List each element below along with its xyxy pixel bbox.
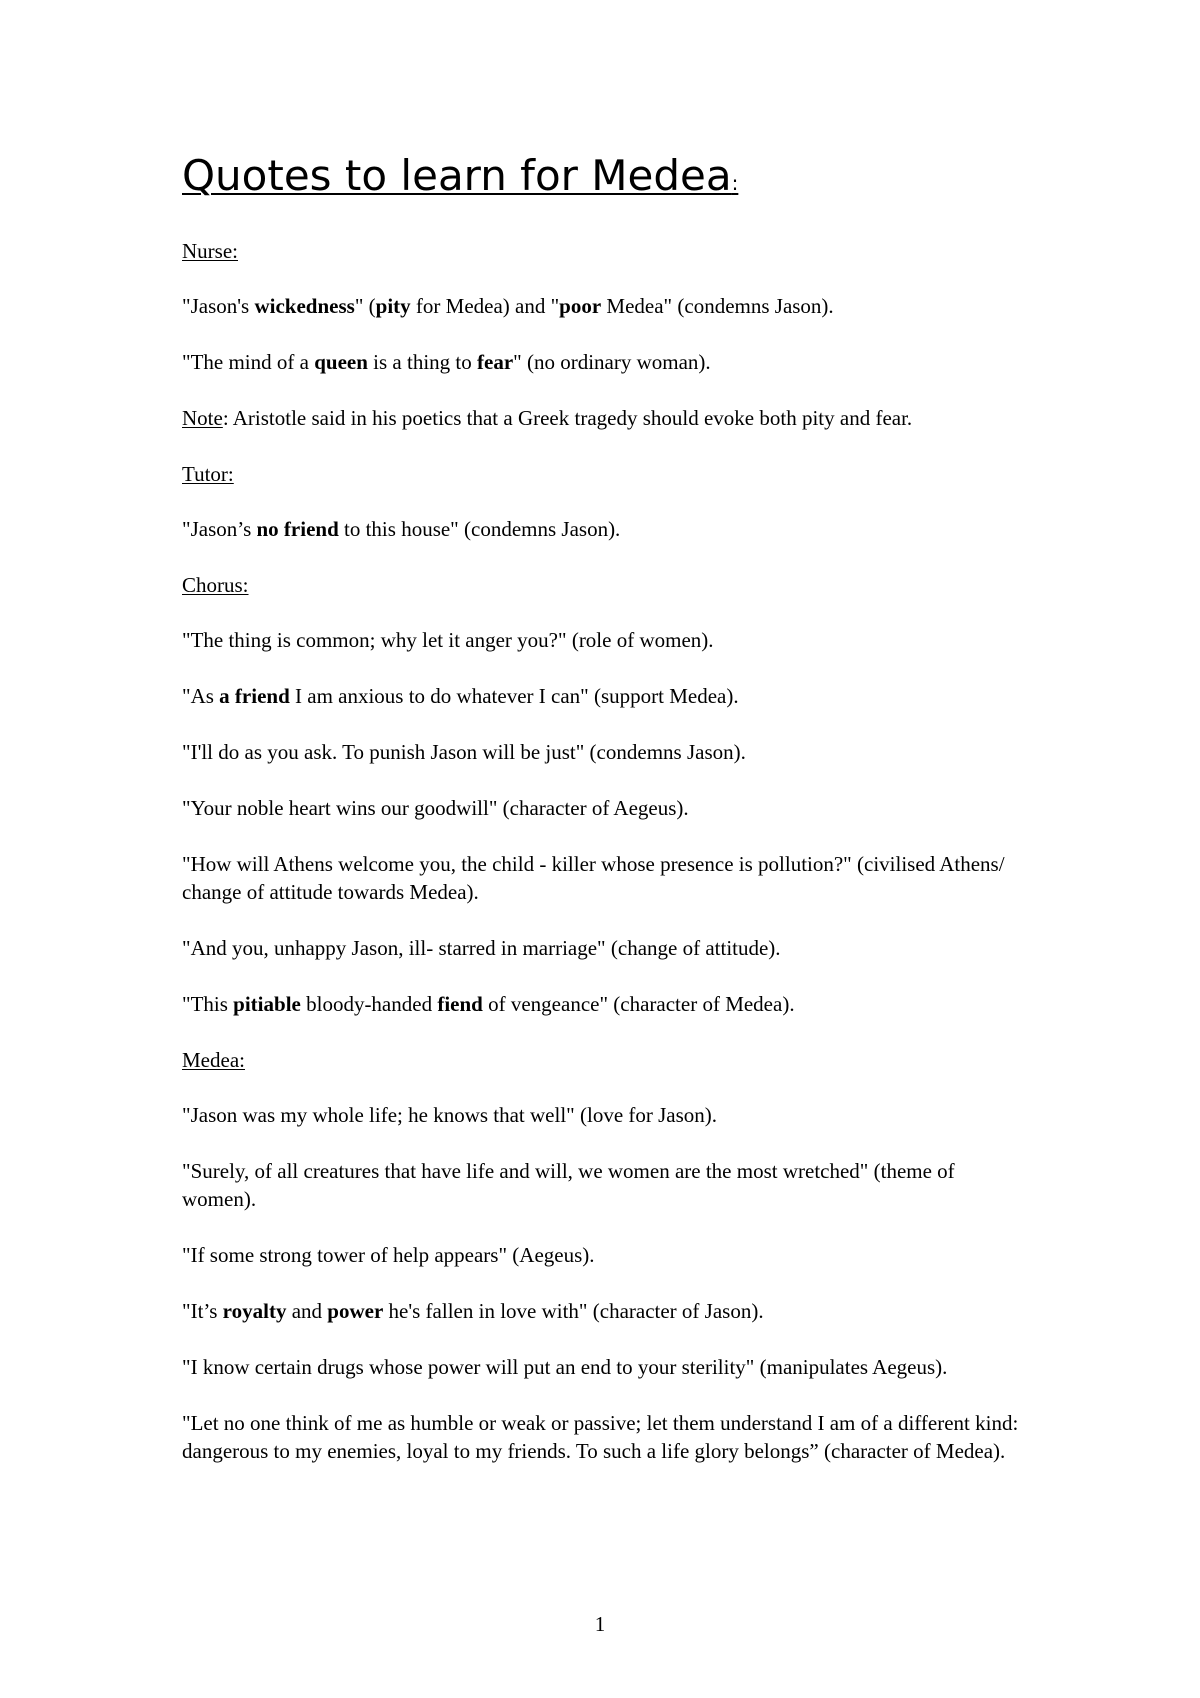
text-run: for Medea) and ": [410, 294, 560, 318]
text-run: of vengeance" (character of Medea).: [482, 992, 795, 1016]
section-heading-nurse: Nurse:: [182, 239, 238, 263]
chorus-quote-2: [182, 682, 1032, 710]
document-page: [182, 148, 1032, 1493]
medea-quote-4: [182, 1297, 1032, 1325]
note-label: Note: [182, 406, 223, 430]
text-run: "As: [182, 684, 220, 708]
bold-run: a friend: [219, 684, 290, 708]
page-number: 1: [594, 1612, 606, 1636]
chorus-quote-6: "And you, unhappy Jason, ill- starred in marriage" (change of attitude).: [182, 936, 781, 960]
text-run: I am anxious to do whatever I can" (support Medea).: [289, 684, 739, 708]
tutor-quote-1: [182, 515, 1032, 543]
bold-run: fiend: [437, 992, 483, 1016]
section-heading-tutor: Tutor:: [182, 462, 234, 486]
chorus-quote-3: "I'll do as you ask. To punish Jason will be just" (condemns Jason).: [182, 740, 746, 764]
chorus-quote-1: "The thing is common; why let it anger you?" (role of women).: [182, 628, 714, 652]
medea-quote-6: "Let no one think of me as humble or weak or passive; let them understand I am of a different kind: dangerous to my enemies, loyal to my friends. To such a life glory belongs” (character of Medea).: [182, 1411, 1019, 1463]
text-run: " (: [354, 294, 376, 318]
text-run: "The mind of a: [182, 350, 315, 374]
bold-run: wickedness: [254, 294, 355, 318]
medea-quote-5: "I know certain drugs whose power will put an end to your sterility" (manipulates Aegeus).: [182, 1355, 948, 1379]
text-run: "It’s: [182, 1299, 223, 1323]
chorus-quote-4: "Your noble heart wins our goodwill" (character of Aegeus).: [182, 796, 689, 820]
bold-run: power: [327, 1299, 384, 1323]
nurse-quote-1: [182, 292, 1032, 320]
bold-run: pitiable: [233, 992, 301, 1016]
title-text: Quotes to learn for Medea: [182, 151, 732, 200]
text-run: "This: [182, 992, 234, 1016]
bold-run: pity: [375, 294, 411, 318]
page-title: [182, 148, 1032, 211]
medea-quote-3: "If some strong tower of help appears" (Aegeus).: [182, 1243, 595, 1267]
section-heading-chorus: Chorus:: [182, 573, 249, 597]
text-run: to this house" (condemns Jason).: [338, 517, 621, 541]
nurse-quote-2: [182, 348, 1032, 376]
text-run: and: [286, 1299, 328, 1323]
text-run: bloody-handed: [300, 992, 438, 1016]
bold-run: poor: [559, 294, 602, 318]
text-run: Medea" (condemns Jason).: [601, 294, 834, 318]
chorus-quote-7: [182, 990, 1032, 1018]
bold-run: fear: [477, 350, 514, 374]
section-heading-medea: Medea:: [182, 1048, 245, 1072]
chorus-quote-5: "How will Athens welcome you, the child - killer whose presence is pollution?" (civilised Athens/ change of attitude towards Medea).: [182, 852, 1005, 904]
title-colon: :: [731, 171, 739, 195]
text-run: is a thing to: [367, 350, 477, 374]
note-text: : Aristotle said in his poetics that a Greek tragedy should evoke both pity and fear.: [222, 406, 913, 430]
medea-quote-1: "Jason was my whole life; he knows that well" (love for Jason).: [182, 1103, 718, 1127]
text-run: "Jason’s: [182, 517, 257, 541]
bold-run: no friend: [256, 517, 339, 541]
medea-quote-2: "Surely, of all creatures that have life and will, we women are the most wretched" (theme of women).: [182, 1159, 955, 1211]
nurse-note: [182, 404, 1032, 432]
bold-run: royalty: [222, 1299, 287, 1323]
text-run: " (no ordinary woman).: [513, 350, 711, 374]
text-run: he's fallen in love with" (character of Jason).: [383, 1299, 764, 1323]
bold-run: queen: [314, 350, 368, 374]
text-run: "Jason's: [182, 294, 255, 318]
